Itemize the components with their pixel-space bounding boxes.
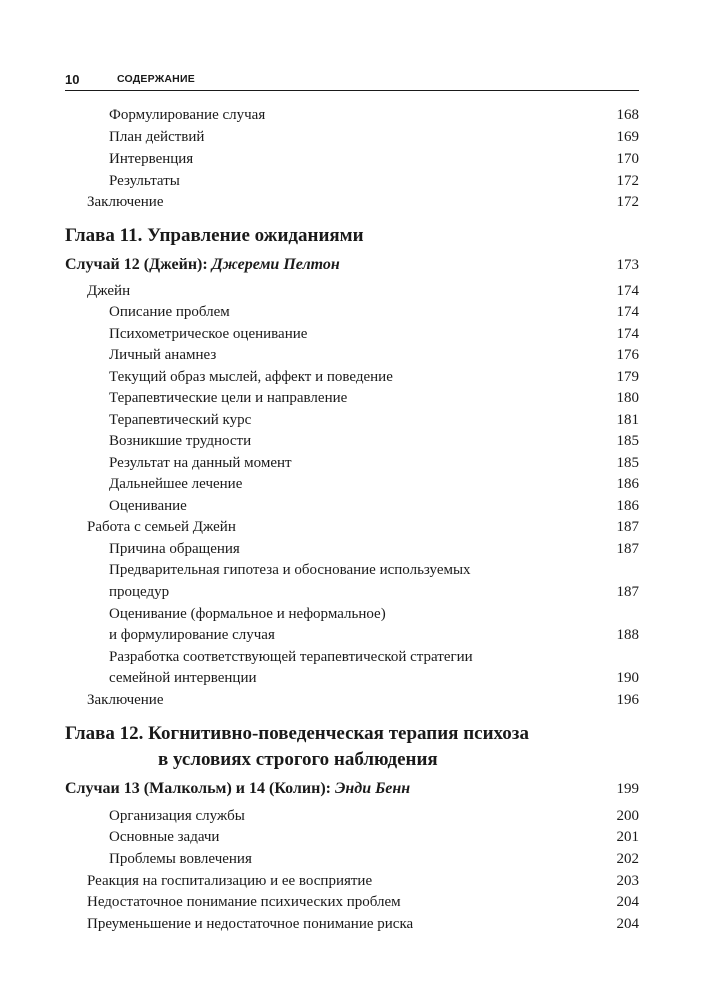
toc-entry-page: 174 [616,304,639,320]
toc-entry-page: 170 [616,151,639,167]
toc-entry-page: 203 [616,873,639,889]
toc-entry-title: Недостаточное понимание психических проблем [87,894,401,910]
toc-entry-page: 169 [616,129,639,145]
toc-entry-title: процедур [109,584,170,600]
toc-entry-title: План действий [109,129,205,145]
toc-entry-title: Разработка соответствующей терапевтической стратегии [109,649,473,665]
toc-entry-page: 179 [616,369,639,385]
toc-entry-title: Заключение [87,692,164,708]
chapter-heading[interactable] [65,223,639,249]
toc-entry-title: Психометрическое оценивание [109,326,308,342]
toc-entry-page: 180 [616,390,639,406]
toc-entry-page: 187 [616,519,639,535]
toc-entry-page: 199 [616,781,639,797]
toc-entry-title: Терапевтический курс [109,412,252,428]
toc-entry-title: Описание проблем [109,304,230,320]
toc-entry-title: Джейн [87,283,131,299]
toc-entry-title: Причина обращения [109,541,240,557]
toc-entry-title: Возникшие трудности [109,433,252,449]
toc-entry-page: 173 [616,257,639,273]
toc-entry-title: Интервенция [109,151,194,167]
page-number: 10 [65,72,80,87]
toc-entry-title: Дальнейшее лечение [109,476,243,492]
toc-entry-title: Заключение [87,194,164,210]
running-head-title: СОДЕРЖАНИЕ [117,73,195,85]
toc-entry-title: Текущий образ мыслей, аффект и поведение [109,369,393,385]
toc-entry-title: Работа с семьей Джейн [87,519,236,535]
toc-entry-title: Результат на данный момент [109,455,292,471]
chapter-heading[interactable] [65,721,639,773]
case-author: Энди Бенн [335,780,411,797]
toc-entry-title: Основные задачи [109,829,220,845]
toc-entry-title: семейной интервенции [109,670,257,686]
toc-entry-page: 187 [616,541,639,557]
toc-entry-title: Терапевтические цели и направление [109,390,348,406]
toc-entry-page: 185 [616,433,639,449]
toc-entry-page: 174 [616,326,639,342]
toc-entry-page: 172 [616,173,639,189]
toc-entry-page: 201 [616,829,639,845]
toc-entry-page: 172 [616,194,639,210]
toc-entry-page: 204 [616,894,639,910]
running-header [65,70,639,91]
toc-entry-title: Проблемы вовлечения [109,851,252,867]
toc-entry-page: 196 [616,692,639,708]
toc-entry-page: 176 [616,347,639,363]
toc-entry-page: 190 [616,670,639,686]
toc-entry-title: Оценивание (формальное и неформальное) [109,606,386,622]
toc-entry-page: 186 [616,476,639,492]
toc-entry-title: Преуменьшение и недостаточное понимание риска [87,916,414,932]
toc-entry-title: Организация службы [109,808,245,824]
case-label: Случаи 13 (Малкольм) и 14 (Колин): [65,780,331,797]
toc-entry-title: Формулирование случая [109,107,266,123]
toc-entry-title: и формулирование случая [109,627,275,643]
toc-entry-page: 181 [616,412,639,428]
toc-entry-title: Личный анамнез [109,347,217,363]
toc-entry-page: 187 [616,584,639,600]
toc-entry-page: 202 [616,851,639,867]
toc-entry-page: 174 [616,283,639,299]
toc-entry-page: 188 [616,627,639,643]
toc-entry-page: 200 [616,808,639,824]
toc-entry-title: Реакция на госпитализацию и ее восприятие [87,873,373,889]
chapter-title-continuation: в условиях строгого наблюдения [158,749,438,770]
toc-entry-title: Результаты [109,173,180,189]
toc-entry-title: Оценивание [109,498,187,514]
case-author: Джереми Пелтон [211,256,340,273]
chapter-title: Глава 11. Управление ожиданиями [65,225,364,246]
toc-entry-page: 204 [616,916,639,932]
case-label: Случай 12 (Джейн): [65,256,208,273]
chapter-title: Глава 12. Когнитивно-поведенческая терапия психоза [65,723,529,744]
toc-entry-page: 185 [616,455,639,471]
toc-entry-page: 168 [616,107,639,123]
toc-entry-title: Предварительная гипотеза и обоснование используемых [109,562,471,578]
toc-entry-page: 186 [616,498,639,514]
